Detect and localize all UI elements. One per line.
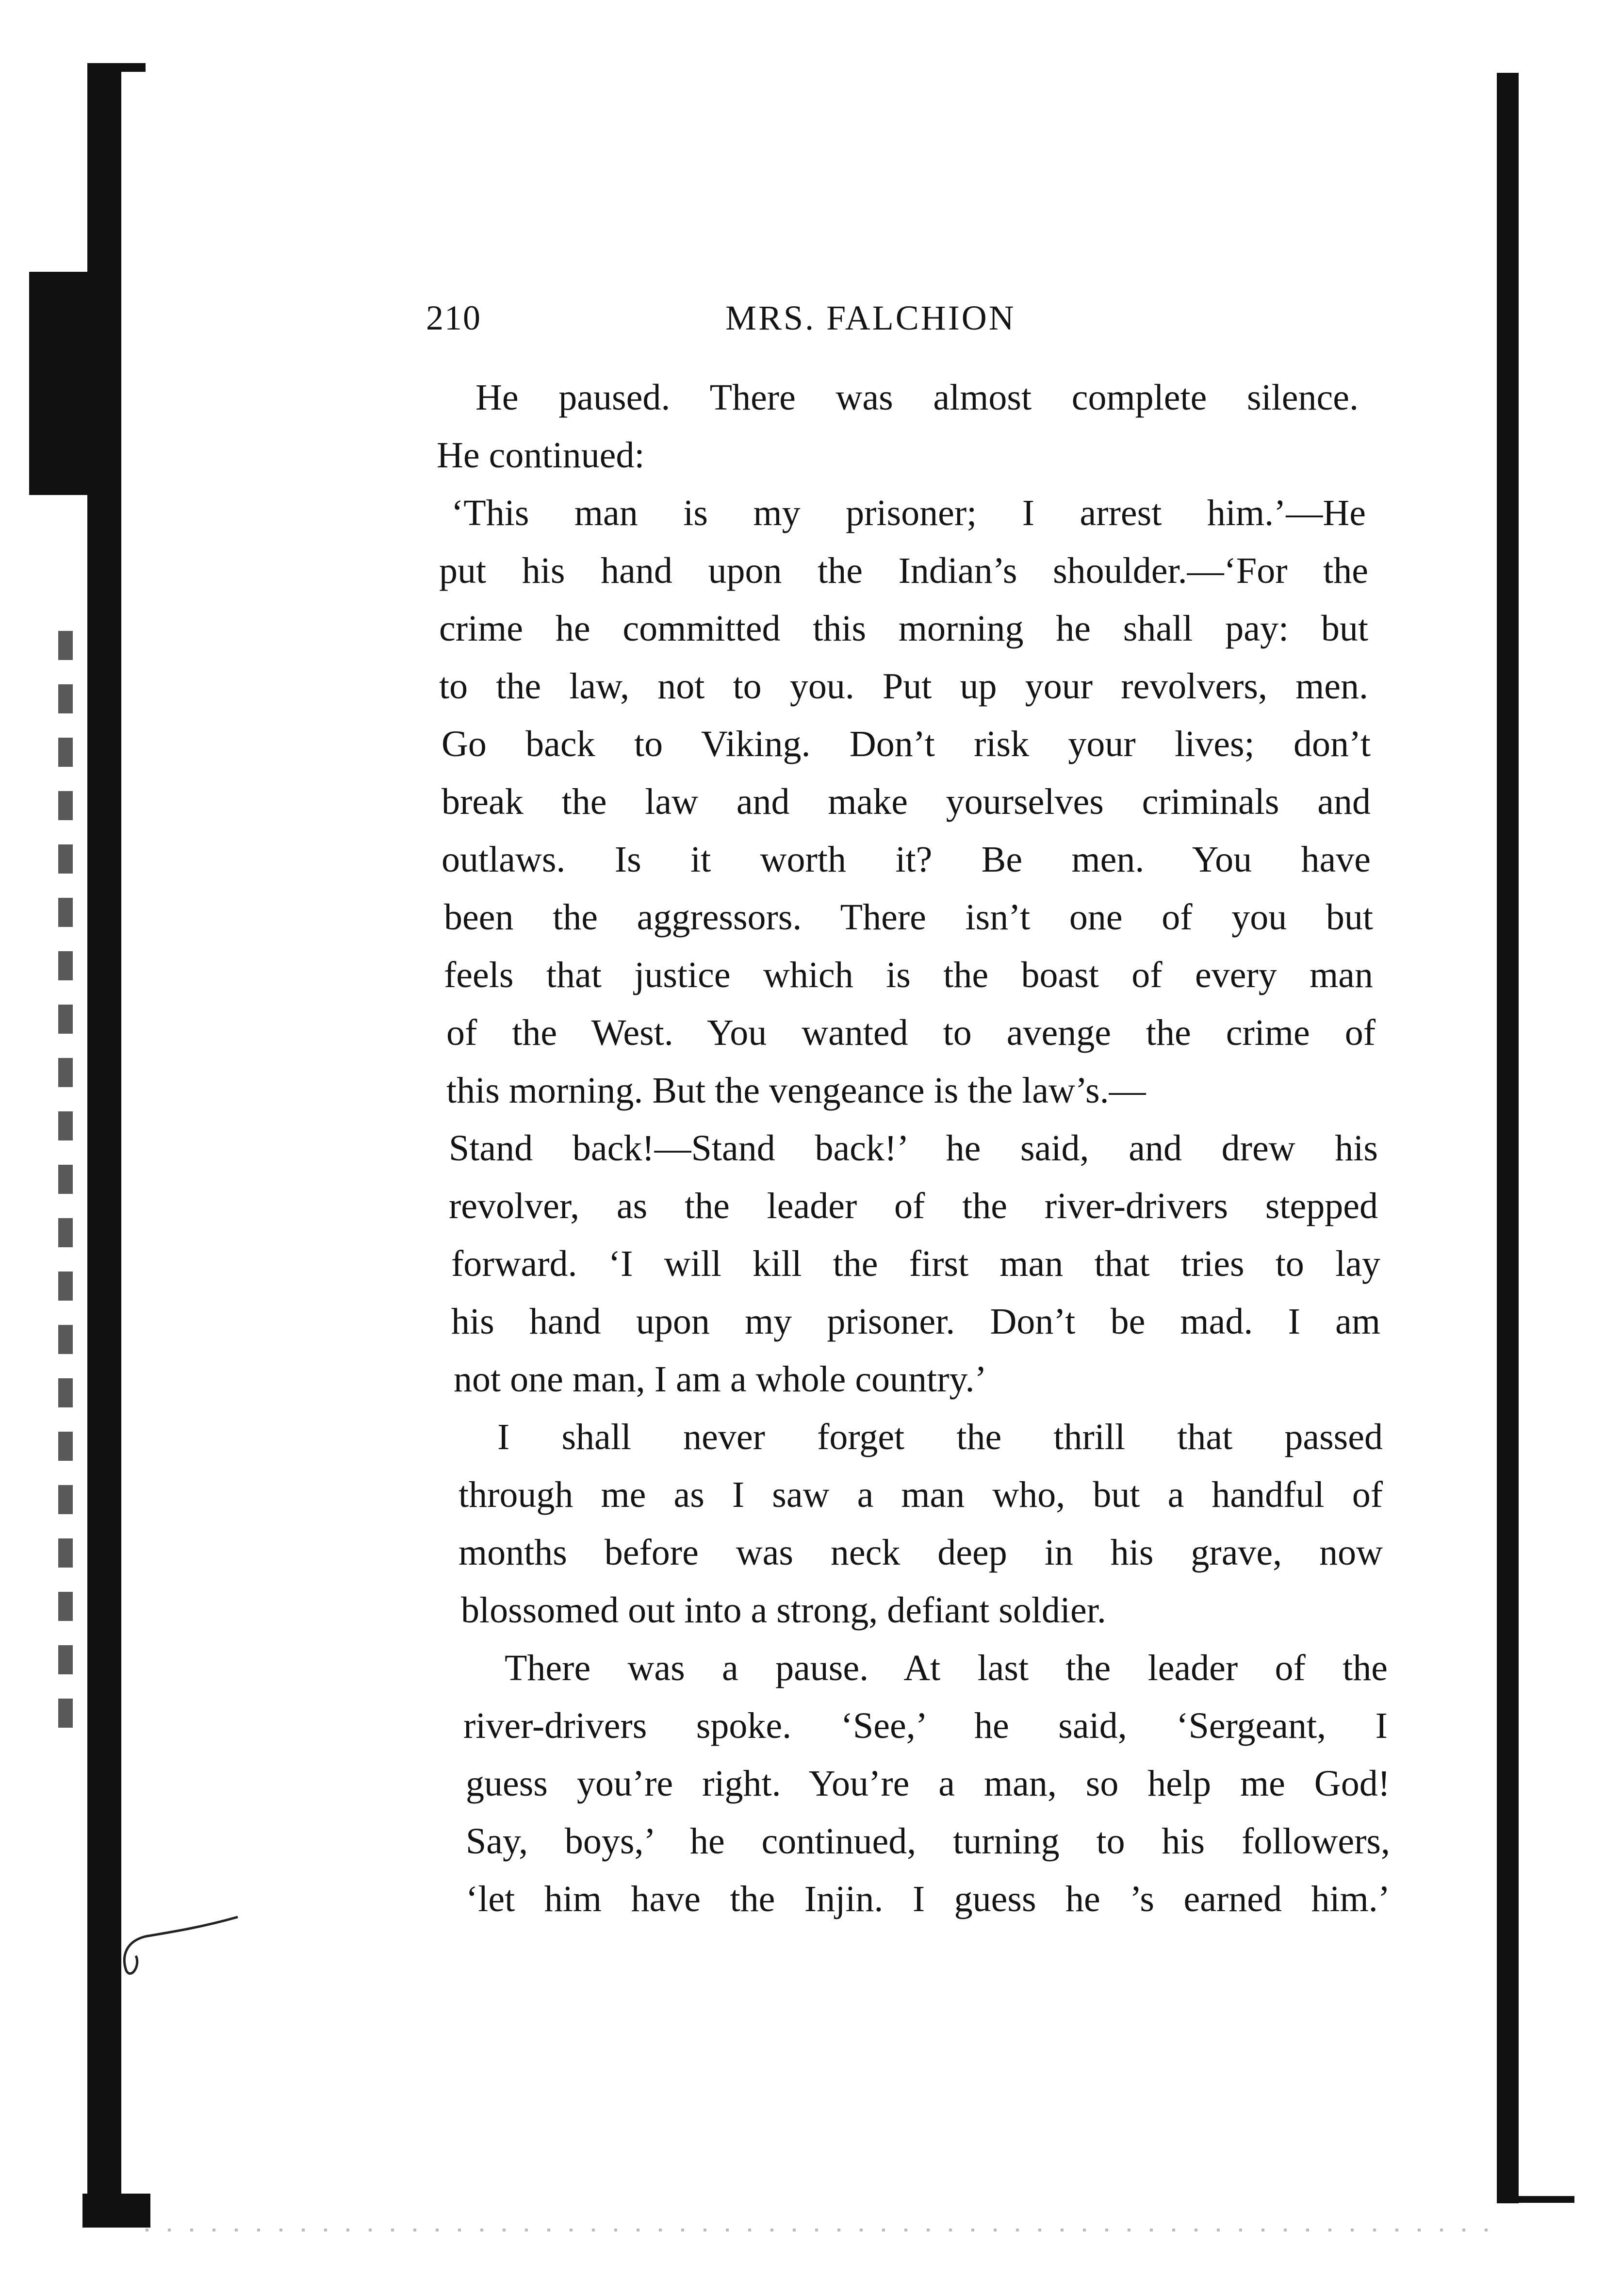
running-head — [0, 291, 1605, 345]
text-line: months before was neck deep in his grave, now — [459, 1532, 1383, 1573]
text-line: this morning. But the vengeance is the law’s.— — [446, 1070, 1146, 1111]
text-line: put his hand upon the Indian’s shoulder.—‘For the — [439, 550, 1368, 591]
text-line: revolver, as the leader of the river-drivers stepped — [449, 1186, 1378, 1226]
text-line: river-drivers spoke. ‘See,’ he said, ‘Sergeant, I — [463, 1705, 1388, 1746]
text-line: of the West. You wanted to avenge the crime of — [446, 1012, 1376, 1053]
text-line: ‘let him have the Injin. I guess he ’s earned him.’ — [466, 1879, 1390, 1919]
text-line: break the law and make yourselves criminals and — [442, 781, 1371, 822]
text-line: Go back to Viking. Don’t risk your lives; don’t — [442, 724, 1371, 764]
text-line: ‘This man is my prisoner; I arrest him.’—He — [451, 493, 1366, 533]
text-line: through me as I saw a man who, but a handful of — [459, 1474, 1383, 1515]
scan-binding-foot — [82, 2194, 150, 2228]
text-line: his hand upon my prisoner. Don’t be mad. I am — [451, 1301, 1380, 1342]
scan-binding-streaks — [58, 631, 73, 1747]
text-line: I shall never forget the thrill that passed — [497, 1417, 1383, 1457]
text-line: forward. ‘I will kill the first man that tries to lay — [451, 1243, 1380, 1284]
text-line: There was a pause. At last the leader of the — [505, 1648, 1388, 1688]
text-line: Stand back!—Stand back!’ he said, and drew his — [449, 1128, 1378, 1169]
page-number: 210 — [426, 298, 481, 337]
text-line: He continued: — [437, 435, 645, 476]
text-line: to the law, not to you. Put up your revolvers, men. — [439, 666, 1368, 707]
text-line: outlaws. Is it worth it? Be men. You have — [442, 839, 1371, 880]
text-line: He paused. There was almost complete silence. — [475, 377, 1359, 418]
text-line: Say, boys,’ he continued, turning to his followers, — [466, 1821, 1390, 1862]
scan-binding-cap — [92, 63, 146, 72]
scan-binding-edge-left — [87, 63, 121, 2208]
text-line: guess you’re right. You’re a man, so help me God! — [466, 1763, 1390, 1804]
book-title: MRS. FALCHION — [725, 298, 1016, 337]
scan-bottom-specks — [146, 2229, 1494, 2231]
text-line: feels that justice which is the boast of every man — [444, 955, 1373, 995]
scan-page-edge-foot — [1497, 2196, 1574, 2203]
text-line: been the aggressors. There isn’t one of you but — [444, 897, 1373, 938]
text-line: blossomed out into a strong, defiant soldier. — [461, 1590, 1106, 1631]
pencil-mark — [116, 1902, 243, 1980]
text-line: not one man, I am a whole country.’ — [454, 1359, 987, 1400]
text-line: crime he committed this morning he shall pay: but — [439, 608, 1368, 649]
scan-page-edge-right — [1497, 73, 1519, 2203]
